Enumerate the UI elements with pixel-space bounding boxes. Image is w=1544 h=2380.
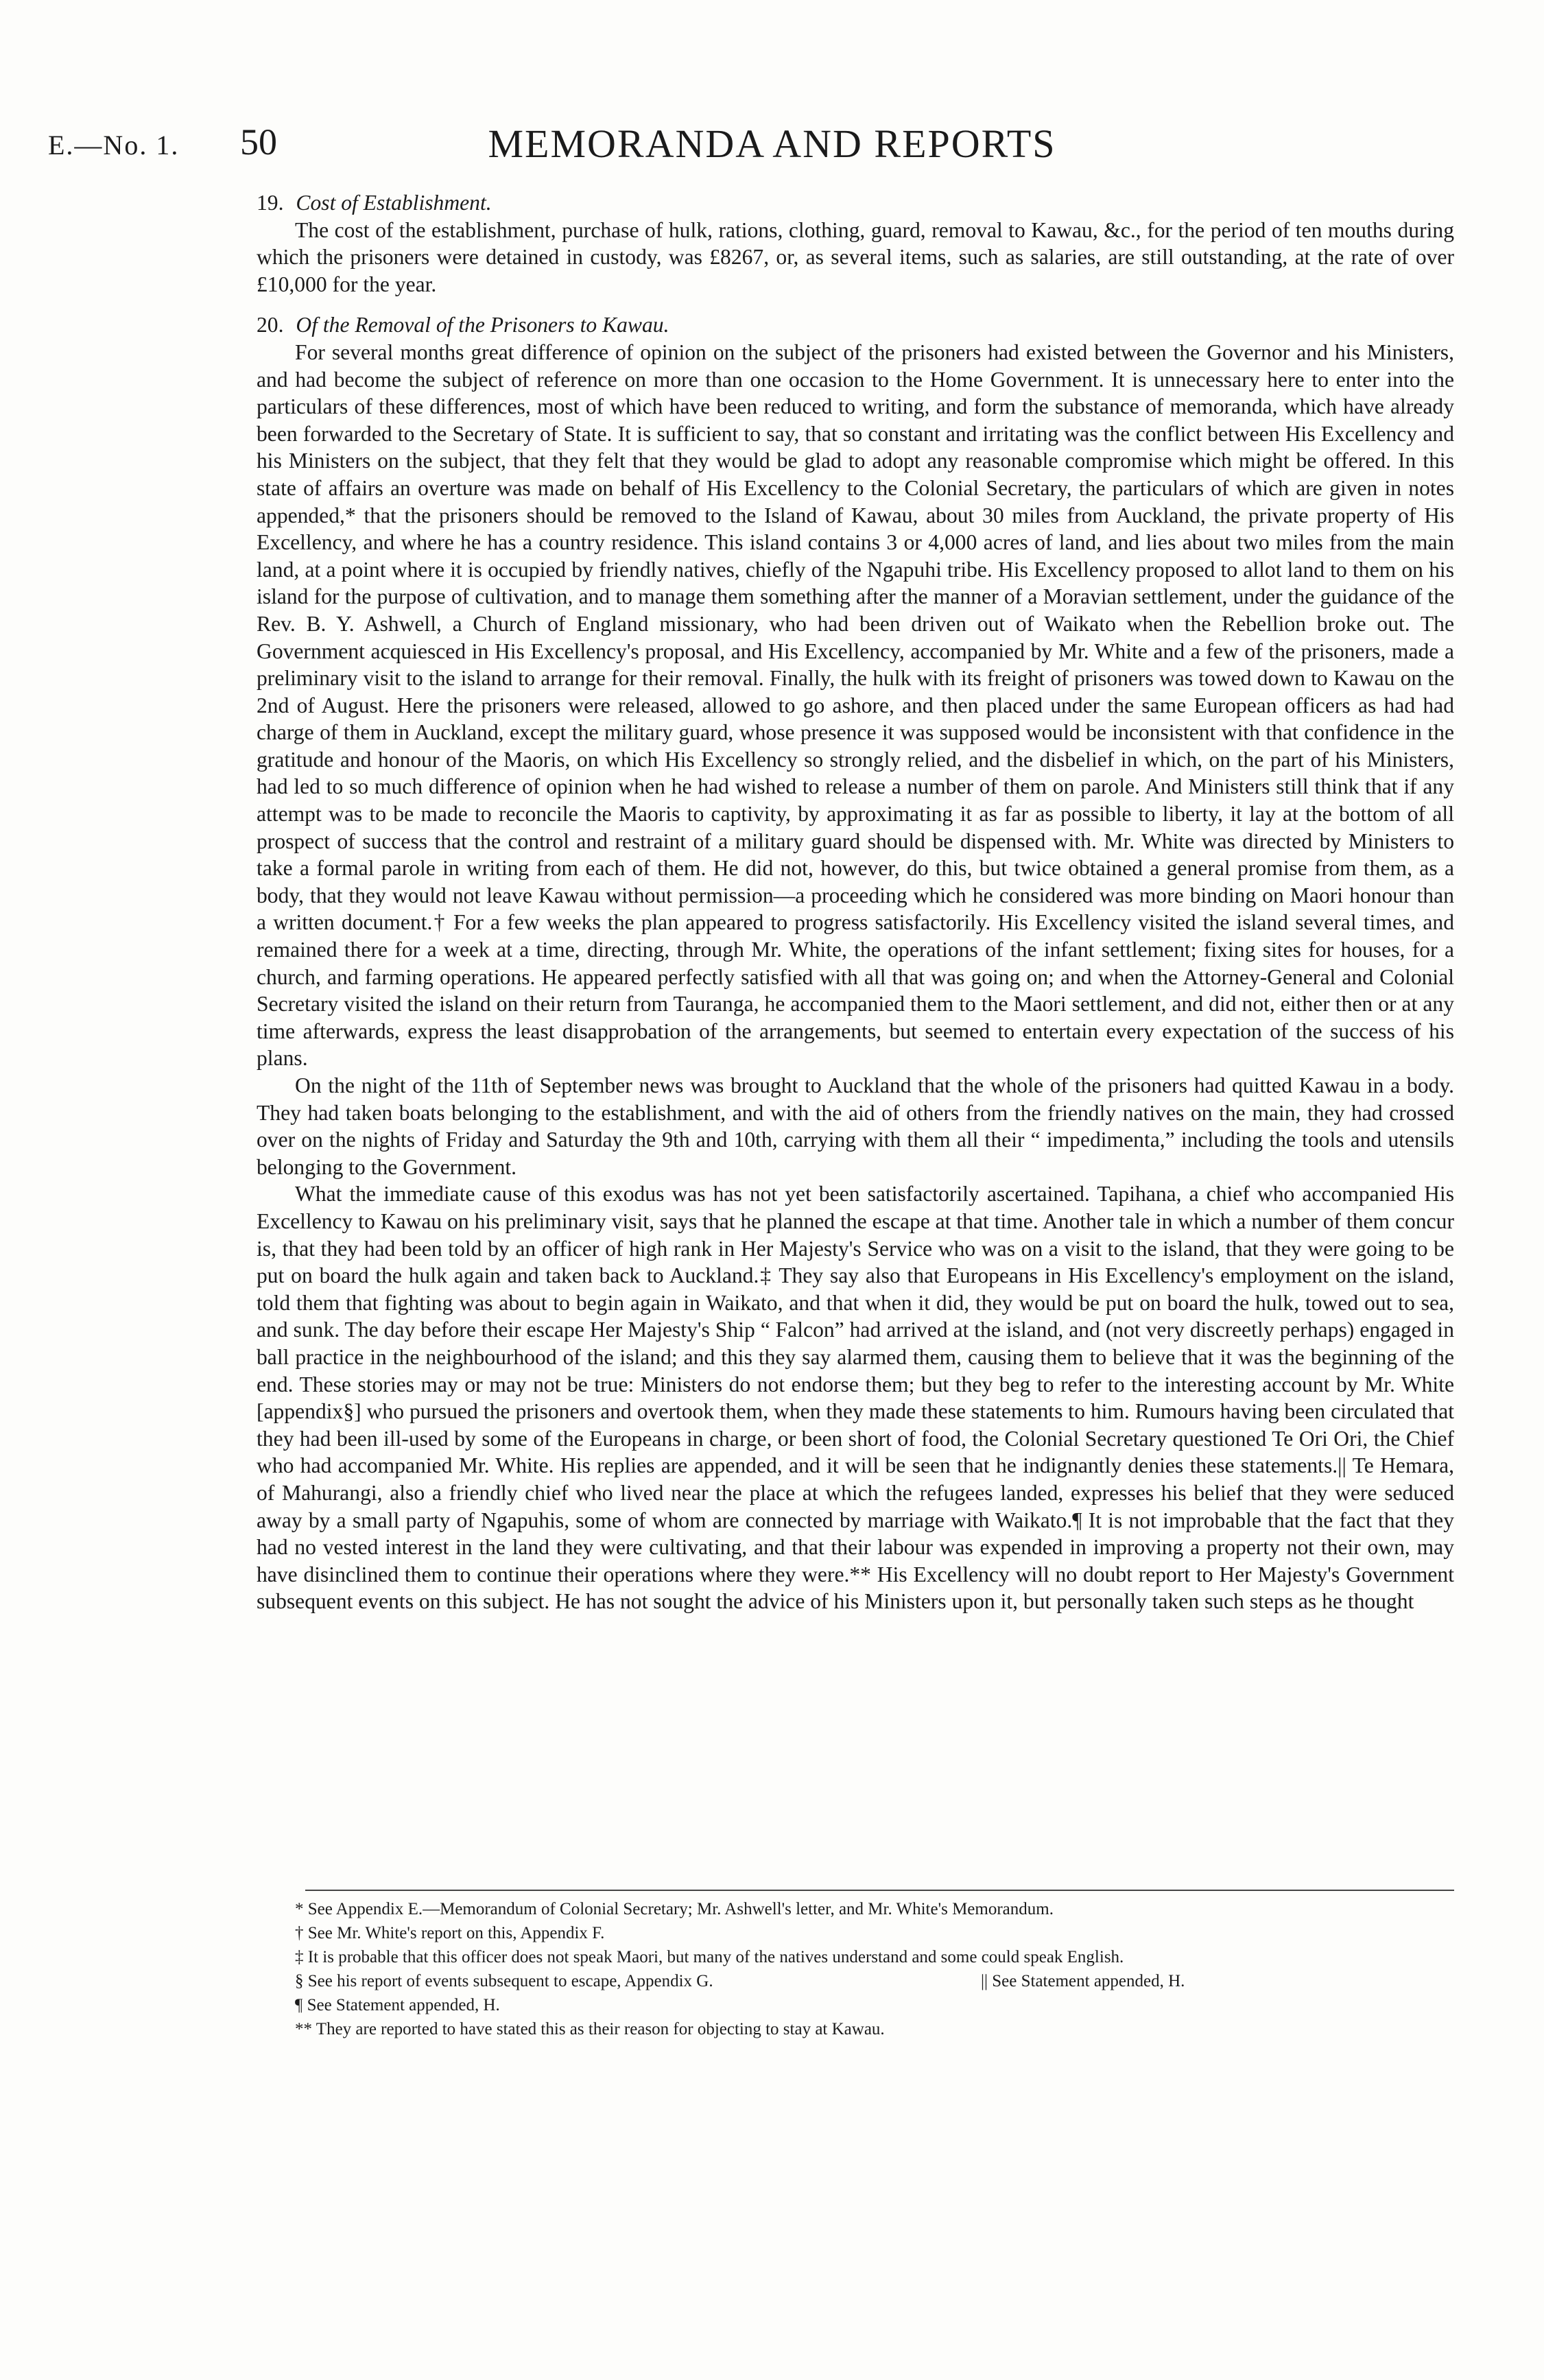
paragraph: On the night of the 11th of September news was brought to Auckland that the whole of the prisoners had quitted Kawau in a body. They had taken boats belonging to the establishment, and with the aid of others from the friendly natives on the main, they had crossed over on the nights of Friday and Saturday the 9th and 10th, carrying with them all their “ impedimenta,” including the tools and utensils belonging to the Government. <box>257 1073 1454 1179</box>
paragraph: For several months great difference of opinion on the subject of the prisoners had existed between the Governor and his Ministers, and had become the subject of reference on more than one occasion to the Home Government. It is unnecessary here to enter into the particulars of these differences, most of which have been reduced to writing, and form the substance of memoranda, which have already been forwarded to the Secretary of State. It is sufficient to say, that so constant and irritating was the conflict between His Excellency and his Ministers on the subject, that they felt that they would be glad to adopt any reasonable compromise which might be offered. In this state of affairs an overture was made on behalf of His Excellency to the Colonial Secretary, the particulars of which are given in notes appended,* that the prisoners should be removed to the Island of Kawau, about 30 miles from Auckland, the private property of His Excellency, and where he has a country residence. This island contains 3 or 4,000 acres of land, and lies about two miles from the main land, at a point where it is occupied by friendly natives, chiefly of the Ngapuhi tribe. His Excellency proposed to allot land to them on his island for the purpose of cultivation, and to manage them something after the manner of a Moravian settlement, under the guidance of the Rev. B. Y. Ashwell, a Church of England missionary, who had been driven out of Waikato when the Rebellion broke out. The Government acquiesced in His Excellency's proposal, and His Excellency, accompanied by Mr. White and a few of the prisoners, made a preliminary visit to the island to arrange for their removal. Finally, the hulk with its freight of prisoners was towed down to Kawau on the 2nd of August. Here the prisoners were released, allowed to go ashore, and then placed under the same European officers as had had charge of them in Auckland, except the military guard, whose presence it was supposed would be inconsistent with that confidence in the gratitude and honour of the Maoris, on which His Excellency so strongly relied, and the disbelief in which, on the part of his Ministers, had led to so much difference of opinion when he had wished to release a number of them on parole. And Ministers still think that if any attempt was to be made to reconcile the Maoris to captivity, by approximating it as far as possible to liberty, it lay at the bottom of all prospect of success that the control and restraint of a military guard should be dispensed with. Mr. White was directed by Ministers to take a formal parole in writing from each of them. He did not, however, do this, but twice obtained a general promise from them, as a body, that they would not leave Kawau without permission—a proceeding which he considered was more binding on Maori honour than a written document.† For a few weeks the plan appeared to progress satisfactorily. His Excellency visited the island several times, and remained there for a week at a time, directing, through Mr. White, the operations of the infant settlement; fixing sites for houses, for a church, and farming operations. He appeared perfectly satisfied with all that was going on; and when the Attorney-General and Colonial Secretary visited the island on their return from Tauranga, he accompanied them to the Maori settlement, and did not, either then or at any time afterwards, express the least disapprobation of the arrangements, but seemed to entertain every expectation of the success of his plans. <box>257 340 1454 1071</box>
section-number: 19. <box>257 191 284 215</box>
page-number: 50 <box>240 121 277 163</box>
footnote-row <box>257 1969 1454 1993</box>
section-number: 20. <box>257 313 284 337</box>
body-text <box>257 189 1454 1615</box>
section-title: Cost of Establishment. <box>296 191 492 215</box>
footnote: § See his report of events subsequent to escape, Appendix G. <box>295 1972 713 1990</box>
footnote: ** They are reported to have stated this as their reason for objecting to stay at Kawau. <box>295 2020 885 2038</box>
running-title: MEMORANDA AND REPORTS <box>488 121 1056 166</box>
section-heading <box>257 311 1454 339</box>
footnote: * See Appendix E.—Memorandum of Colonial Secretary; Mr. Ashwell's letter, and Mr. White's Memorandum. <box>295 1900 1054 1918</box>
footnote: ¶ See Statement appended, H. <box>295 1996 500 2014</box>
paragraph: What the immediate cause of this exodus was has not yet been satisfactorily ascertained. Tapihana, a chief who accompanied His Excellency to Kawau on his preliminary visit, says that he planned the escape at that time. Another tale in which a number of them concur is, that they had been told by an officer of high rank in Her Majesty's Service who was on a visit to the island, that they were going to be put on board the hulk again and taken back to Auckland.‡ They say also that Europeans in His Excellency's employment on the island, told them that fighting was about to begin again in Waikato, and that when it did, they would be put on board the hulk, towed out to sea, and sunk. The day before their escape Her Majesty's Ship “ Falcon” had arrived at the island, and (not very discreetly perhaps) engaged in ball practice in the neighbourhood of the island; and this they say alarmed them, causing them to believe that it was the beginning of the end. These stories may or may not be true: Ministers do not endorse them; but they beg to refer to the interesting account by Mr. White [appendix§] who pursued the prisoners and overtook them, when they made these statements to him. Rumours having been circulated that they had been ill-used by some of the Europeans in charge, or been short of food, the Colonial Secretary questioned Te Ori Ori, the Chief who had accompanied Mr. White. His replies are appended, and it will be seen that he indignantly denies these statements.|| Te Hemara, of Mahurangi, also a friendly chief who lived near the place at which the refugees landed, expresses his belief that they were seduced away by a small party of Ngapuhis, some of whom are connected by marriage with Waikato.¶ It is not improbable that the fact that they had no vested interest in the land they were cultivating, and that their labour was expended in improving a property not their own, may have disinclined them to continue their operations where they were.** His Excellency will no doubt report to Her Majesty's Government subsequent events on this subject. He has not sought the advice of his Ministers upon it, but personally taken such steps as he thought <box>257 1182 1454 1614</box>
section-heading <box>257 189 1454 217</box>
footnote-divider <box>305 1890 1454 1891</box>
footnote: || See Statement appended, H. <box>981 1972 1185 1990</box>
footnote: ‡ It is probable that this officer does not speak Maori, but many of the natives understand and some could speak English. <box>295 1948 1124 1966</box>
footnotes <box>257 1897 1454 2041</box>
page-header <box>41 121 1503 169</box>
section-title: Of the Removal of the Prisoners to Kawau. <box>296 313 669 337</box>
footnote: † See Mr. White's report on this, Appendix F. <box>295 1924 605 1942</box>
paragraph: The cost of the establishment, purchase of hulk, rations, clothing, guard, removal to Kawau, &c., for the period of ten mouths during which the prisoners were detained in custody, was £8267, or, as several items, such as salaries, are still outstanding, at the rate of over £10,000 for the year. <box>257 217 1454 296</box>
document-reference: E.—No. 1. <box>48 130 180 160</box>
